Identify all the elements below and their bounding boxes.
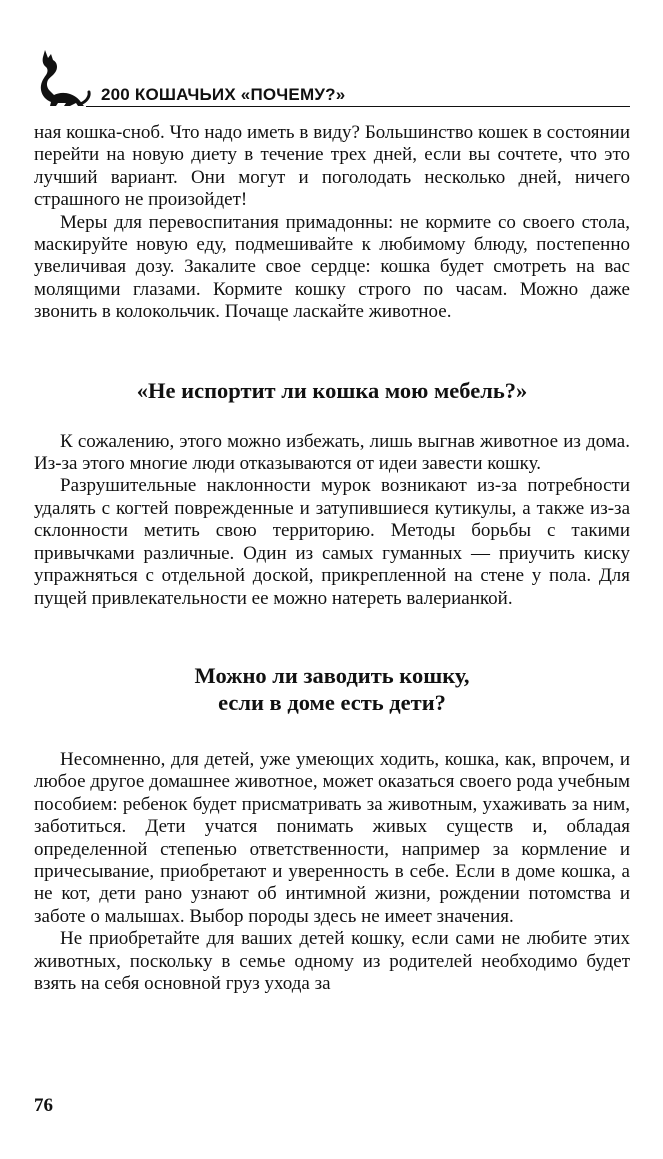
section-heading-children-line2: если в доме есть дети? xyxy=(218,689,446,715)
furniture-paragraph-2: Разрушительные наклонности мурок возникают из-за потребности удалять с когтей поврежденные и затупившиеся кутикулы, а также из-за склонности метить свою территорию. Методы борьбы с такими привычками различные. Один из самых гуманных — приучить киску упражняться с отдельной доской, прикрепленной на стене у пола. Для пущей привлекательности ее можно натереть валерианкой. xyxy=(34,475,630,609)
intro-paragraph-2: Меры для перевоспитания примадонны: не кормите со своего стола, маскируйте новую еду, подмешивайте к любимому блюду, постепенно увеличивая дозу. Закалите свое сердце: кошка будет смотреть на вас молящими глазами. Кормите кошку строго по часам. Можно даже звонить в колокольчик. Почаще ласкайте животное. xyxy=(34,211,630,323)
section-heading-children-line1: Можно ли заводить кошку, xyxy=(194,662,470,688)
section-heading-children xyxy=(34,662,630,716)
page-content xyxy=(34,122,630,995)
page-header xyxy=(34,48,630,110)
children-paragraph-1: Несомненно, для детей, уже умеющих ходить, кошка, как, впрочем, и любое другое домашнее животное, может оказаться своего рода учебным пособием: ребенок будет присматривать за животным, ухаживать за ним, заботиться. Дети учатся понимать живых существ и, обладая определенной степенью ответственности, например за кормление и причесывание, приобретают и уверенность в себе. Если в доме кошка, а не кот, дети рано узнают об интимной жизни, рождении потомства и заботе о малышах. Выбор породы здесь не имеет значения. xyxy=(34,748,630,927)
running-title: 200 КОШАЧЬИХ «ПОЧЕМУ?» xyxy=(101,85,346,104)
section-heading-furniture: «Не испортит ли кошка мою мебель?» xyxy=(136,377,528,403)
header-rule xyxy=(86,106,630,107)
furniture-paragraph-1: К сожалению, этого можно избежать, лишь выгнав животное из дома. Из-за этого многие люди отказываются от идеи завести кошку. xyxy=(34,430,630,475)
cat-silhouette-icon xyxy=(34,48,92,108)
page-number: 76 xyxy=(34,1095,53,1116)
intro-paragraph-1: ная кошка-сноб. Что надо иметь в виду? Большинство кошек в состоянии перейти на новую диету в течение трех дней, если вы сочтете, что это лучший вариант. Они могут и поголодать несколько дней, ничего страшного не произойдет! xyxy=(34,122,630,211)
children-paragraph-2: Не приобретайте для ваших детей кошку, если сами не любите этих животных, поскольку в семье одному из родителей необходимо будет взять на себя основной груз ухода за xyxy=(34,928,630,994)
